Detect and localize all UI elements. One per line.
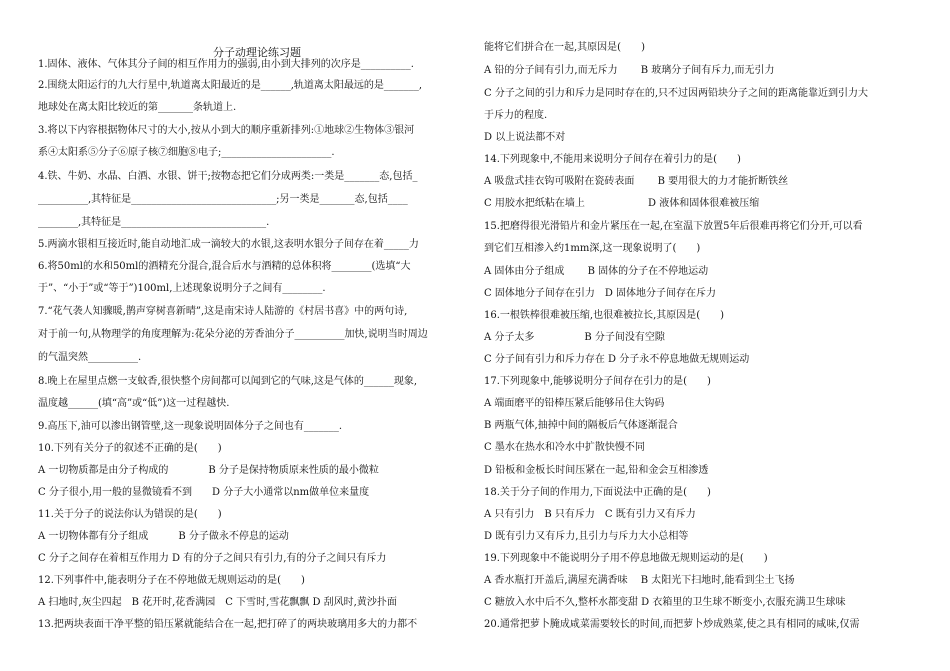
question-line: 18.关于分子间的作用力,下面说法中正确的是( ) [484, 487, 711, 498]
question-line: 14.下列现象中,不能用来说明分子间存在着引力的是( ) [484, 154, 741, 165]
question-line: C 糖放入水中后不久,整杯水都变甜 D 衣箱里的卫生球不断变小,衣服充满卫生球味 [484, 597, 846, 608]
question-line: 19.下列现象中不能说明分子用不停息地做无规则运动的是( ) [484, 553, 768, 564]
question-line: A 铅的分子间有引力,而无斥力 B 玻璃分子间有斥力,而无引力 [484, 65, 775, 76]
question-line: B 两瓶气体,抽掉中间的隔板后气体逐渐混合 [484, 420, 678, 431]
question-line: 9.高压下,油可以渗出钢管壁,这一现象说明固体分子之间也有_______. [38, 421, 343, 432]
question-line: 到它们互相渗入约1mm深,这一现象说明了( ) [484, 243, 701, 254]
question-line: 2.围绕太阳运行的九大行星中,轨道离太阳最近的是______,轨道离太阳最远的是_______, [38, 80, 423, 91]
question-line: 13.把两块表面干净平整的铅压紧就能结合在一起,把打碎了的两块玻璃用多大的力都不 [38, 619, 418, 630]
question-line: A 香水瓶打开盖后,满屋充满香味 B 太阳光下扫地时,能看到尘土飞扬 [484, 575, 795, 586]
question-line: A 一切物质都是由分子构成的 B 分子是保持物质原来性质的最小微粒 [38, 465, 379, 476]
question-line: 的气温突然__________. [38, 352, 142, 363]
question-line: 于斥力的程度. [484, 110, 548, 121]
question-line: C 墨水在热水和冷水中扩散快慢不同 [484, 442, 645, 453]
question-line: A 分子太多 B 分子间没有空隙 [484, 332, 665, 343]
question-line: A 端面磨平的铅棒压紧后能够吊住大钩码 [484, 398, 665, 409]
question-line: A 吸盘式挂衣钩可吸附在瓷砖表面 B 要用很大的力才能折断铁丝 [484, 176, 789, 187]
question-line: 地球处在离太阳比较近的第_______条轨道上. [38, 102, 237, 113]
question-line: 10.下列有关分子的叙述不正确的是( ) [38, 443, 222, 454]
question-line: 15.把磨得很光滑铅片和金片紧压在一起,在室温下放置5年后很难再将它们分开,可以看 [484, 221, 863, 232]
question-line: 1.固体、液体、气体其分子间的相互作用力的强弱,由小到大排列的次序是__________. [38, 59, 414, 70]
question-line: D 以上说法都不对 [484, 132, 566, 143]
question-line: 8.晚上在屋里点燃一支蚊香,很快整个房间都可以闻到它的气味,这是气体的______现象, [38, 376, 418, 387]
question-line: 11.关于分子的说法你认为错误的是( ) [38, 509, 222, 520]
question-line: C 分子很小,用一般的显微镜看不到 D 分子大小通常以nm做单位来量度 [38, 487, 370, 498]
question-line: C 分子之间的引力和斥力是同时存在的,只不过因两铅块分子之间的距离能靠近到引力大 [484, 88, 869, 99]
question-line: 17.下列现象中,能够说明分子间存在引力的是( ) [484, 376, 711, 387]
question-line: 系④太阳系⑤分子⑥原子核⑦细胞⑧电子;______________________. [38, 147, 335, 158]
question-line: C 分子之间存在着相互作用力 D 有的分子之间只有引力,有的分子之间只有斥力 [38, 553, 387, 564]
question-line: D 铅板和金板长时间压紧在一起,铅和金会互相渗透 [484, 465, 709, 476]
question-line: A 扫地时,灰尘四起 B 花开时,花香满园 C 下雪时,雪花飘飘 D 刮风时,黄沙扑面 [38, 597, 397, 608]
question-line: ________,其特征是_____________________________. [38, 217, 270, 228]
question-line: 3.将以下内容根据物体尺寸的大小,按从小到大的顺序重新排列:①地球②生物体③银河 [38, 125, 415, 136]
question-line: 温度越______(填“高”或“低”)这一过程越快. [38, 398, 230, 409]
question-line: C 固体地分子间存在引力 D 固体地分子间存在斥力 [484, 288, 717, 299]
question-line: 7.“花气袭人知骤暖,鹊声穿树喜新晴”,这是南宋诗人陆游的《村居书喜》中的两句诗, [38, 306, 408, 317]
question-line: 对于前一句,从物理学的角度理解为:花朵分泌的芳香油分子__________加快,说明当时周边 [38, 329, 428, 340]
question-line: 于”、“小于”或“等于”)100ml,上述现象说明分子之间有________. [38, 283, 326, 294]
page-title: 分子动理论练习题 [213, 46, 301, 59]
question-line: D 既有引力又有斥力,且引力与斥力大小总相等 [484, 531, 689, 542]
question-line: 5.两滴水银相互接近时,能自动地汇成一滴较大的水银,这表明水银分子间存在着_____力 [38, 239, 419, 250]
question-line: 20.通常把萝卜腌成咸菜需要较长的时间,而把萝卜炒成熟菜,使之具有相同的咸味,仅需 [484, 619, 860, 630]
question-line: 12.下列事件中,能表明分子在不停地做无规则运动的是( ) [38, 575, 305, 586]
question-line: C 分子间有引力和斥力存在 D 分子永不停息地做无规则运动 [484, 354, 750, 365]
question-line: 能将它们拼合在一起,其原因是( ) [484, 42, 645, 53]
question-line: 16.一根铁棒很难被压缩,也很难被拉长,其原因是( ) [484, 310, 725, 321]
question-line: 4.铁、牛奶、水晶、白酒、水银、饼干;按物态把它们分成两类:一类是_______态,包括_ [38, 171, 418, 182]
question-line: A 一切物体都有分子组成 B 分子做永不停息的运动 [38, 531, 289, 542]
question-line: __________,其特征是_____________________________;另一类是_______态,包括____ [38, 194, 408, 205]
question-line: 6.将50ml的水和50ml的酒精充分混合,混合后水与酒精的总体积将________(选填“大 [38, 261, 411, 272]
question-line: A 只有引力 B 只有斥力 C 既有引力又有斥力 [484, 509, 696, 520]
question-line: C 用胶水把纸粘在墙上 D 液体和固体很难被压缩 [484, 198, 760, 209]
question-line: A 固体由分子组成 B 固体的分子在不停地运动 [484, 266, 709, 277]
